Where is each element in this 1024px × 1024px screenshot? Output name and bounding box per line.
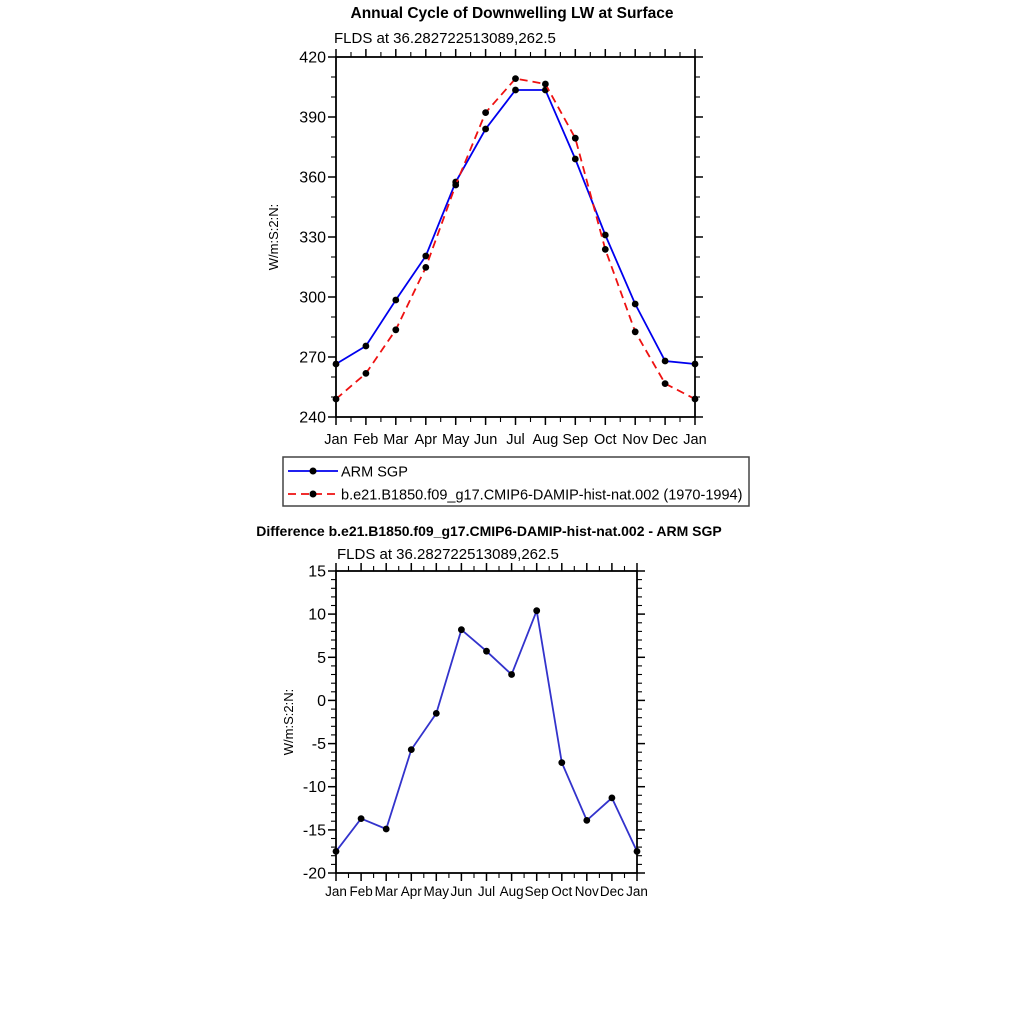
x-tick-label: Oct (551, 884, 573, 899)
data-point-marker (433, 710, 440, 717)
x-tick-label: Sep (524, 884, 549, 899)
bottom-chart-plot-area (303, 563, 648, 899)
x-tick-label: Apr (414, 432, 438, 448)
data-point-marker (609, 795, 616, 802)
data-point-marker (333, 848, 340, 855)
data-point-marker (452, 182, 459, 189)
y-tick-label: 300 (299, 289, 326, 307)
legend-label-arm-sgp: ARM SGP (341, 464, 408, 481)
data-point-marker (383, 826, 390, 833)
y-tick-label: -10 (302, 779, 326, 797)
data-point-marker (358, 815, 365, 822)
x-tick-label: Jul (506, 432, 525, 448)
y-tick-label: -5 (311, 736, 326, 754)
x-tick-label: Jan (683, 432, 707, 448)
top-chart-subtitle: FLDS at 36.282722513089,262.5 (334, 30, 556, 47)
data-point-marker (508, 671, 515, 678)
series-line-0 (336, 611, 637, 852)
y-tick-label: 420 (299, 49, 326, 67)
x-tick-label: Dec (599, 884, 624, 899)
data-point-marker (422, 264, 429, 271)
data-point-marker (558, 759, 565, 766)
legend-marker-model (310, 491, 317, 498)
y-tick-label: 270 (299, 349, 326, 367)
x-tick-label: Jul (477, 884, 496, 899)
top-chart-y-axis-label: W/m:S:2:N: (266, 203, 281, 271)
x-tick-label: Feb (353, 432, 379, 448)
x-tick-label: Oct (594, 432, 617, 448)
x-tick-label: Dec (652, 432, 678, 448)
x-tick-label: Aug (499, 884, 524, 899)
y-tick-label: -15 (302, 822, 326, 840)
x-tick-label: Sep (562, 432, 589, 448)
data-point-marker (363, 343, 370, 350)
data-point-marker (392, 297, 399, 304)
data-point-marker (662, 358, 669, 365)
x-tick-label: May (441, 432, 470, 448)
data-point-marker (662, 380, 669, 387)
y-tick-label: 5 (317, 649, 326, 667)
plot-frame (336, 57, 695, 417)
data-point-marker (482, 126, 489, 133)
data-point-marker (533, 607, 540, 614)
data-point-marker (632, 328, 639, 335)
legend-marker-arm-sgp (310, 468, 317, 475)
data-point-marker (692, 396, 699, 403)
x-tick-label: Jun (473, 432, 498, 448)
x-tick-label: Mar (374, 884, 398, 899)
data-point-marker (512, 75, 519, 82)
data-point-marker (482, 109, 489, 116)
y-tick-label: 0 (317, 692, 326, 710)
x-tick-label: Feb (349, 884, 373, 899)
x-tick-label: Mar (383, 432, 409, 448)
data-point-marker (692, 361, 699, 368)
data-point-marker (363, 370, 370, 377)
x-tick-label: May (423, 884, 450, 899)
x-tick-label: Jan (324, 432, 348, 448)
y-tick-label: 360 (299, 169, 326, 187)
series-line-0 (336, 90, 695, 364)
legend (283, 457, 749, 506)
top-chart-plot-area (299, 49, 706, 448)
x-tick-label: Jan (325, 884, 347, 899)
x-tick-label: Nov (622, 432, 649, 448)
y-tick-label: 240 (299, 409, 326, 427)
data-point-marker (512, 87, 519, 94)
x-tick-label: Apr (400, 884, 422, 899)
data-point-marker (572, 135, 579, 142)
x-tick-label: Jan (626, 884, 648, 899)
data-point-marker (333, 361, 340, 368)
top-chart-title: Annual Cycle of Downwelling LW at Surface (350, 5, 674, 22)
data-point-marker (392, 326, 399, 333)
data-point-marker (333, 396, 340, 403)
data-point-marker (458, 626, 465, 633)
legend-label-model: b.e21.B1850.f09_g17.CMIP6-DAMIP-hist-nat.002 (1970-1994) (341, 487, 743, 504)
data-point-marker (572, 156, 579, 163)
data-point-marker (634, 848, 641, 855)
y-tick-label: -20 (302, 865, 326, 883)
y-tick-label: 390 (299, 109, 326, 127)
y-tick-label: 330 (299, 229, 326, 247)
bottom-chart-y-axis-label: W/m:S:2:N: (281, 688, 296, 756)
series-line-1 (336, 79, 695, 399)
data-point-marker (602, 246, 609, 253)
data-point-marker (483, 648, 490, 655)
bottom-chart-subtitle: FLDS at 36.282722513089,262.5 (337, 546, 559, 563)
x-tick-label: Jun (450, 884, 473, 899)
data-point-marker (602, 232, 609, 239)
y-tick-label: 15 (308, 563, 326, 581)
x-tick-label: Aug (532, 432, 559, 448)
data-point-marker (408, 746, 415, 753)
data-point-marker (583, 817, 590, 824)
x-tick-label: Nov (574, 884, 599, 899)
data-point-marker (542, 81, 549, 88)
bottom-chart-title: Difference b.e21.B1850.f09_g17.CMIP6-DAMIP-hist-nat.002 - ARM SGP (256, 523, 722, 539)
y-tick-label: 10 (308, 606, 326, 624)
data-point-marker (632, 301, 639, 308)
